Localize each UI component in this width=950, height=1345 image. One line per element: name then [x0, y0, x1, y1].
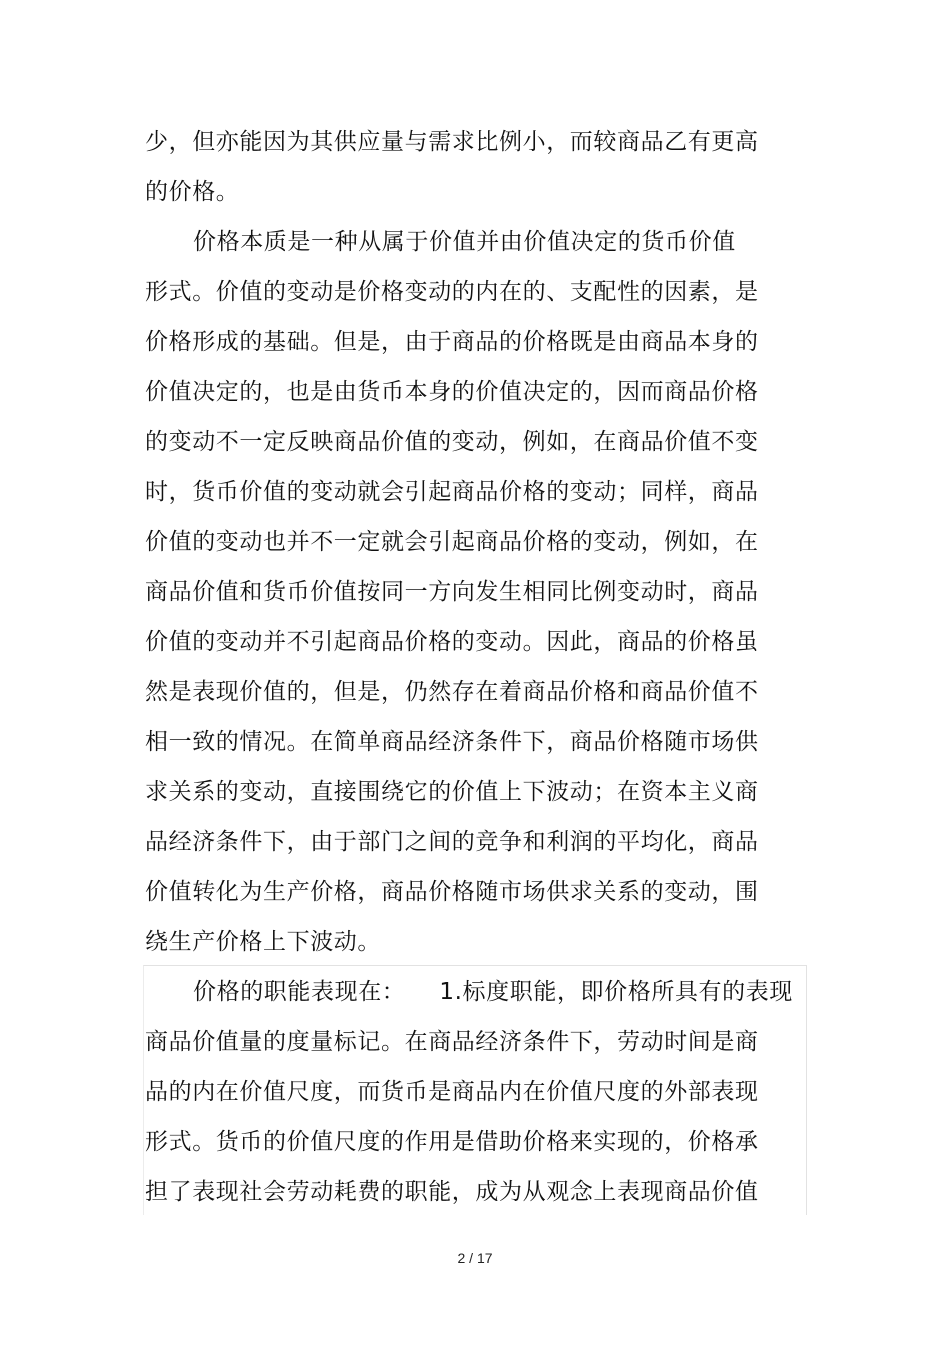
text-line: 价值的变动也并不一定就会引起商品价格的变动，例如，在	[145, 529, 759, 555]
text-line: 相一致的情况。在简单商品经济条件下，商品价格随市场供	[145, 729, 759, 755]
text-line: 形式。货币的价值尺度的作用是借助价格来实现的，价格承	[145, 1129, 759, 1155]
text-line: 求关系的变动，直接围绕它的价值上下波动；在资本主义商	[145, 779, 759, 805]
text-line: 的价格。	[145, 179, 240, 205]
text-line: 品的内在价值尺度，而货币是商品内在价值尺度的外部表现	[145, 1079, 759, 1105]
text-line: 时，货币价值的变动就会引起商品价格的变动；同样，商品	[145, 479, 759, 505]
paragraph-first-line	[193, 977, 793, 1007]
paragraph-first-line: 价格本质是一种从属于价值并由价值决定的货币价值	[193, 229, 736, 255]
page-number: 2 / 17	[457, 1250, 493, 1266]
function-1: 1.标度职能，即价格所具有的表现	[439, 979, 793, 1005]
text-line: 担了表现社会劳动耗费的职能，成为从观念上表现商品价值	[145, 1179, 759, 1205]
text-line: 价值的变动并不引起商品价格的变动。因此，商品的价格虽	[145, 629, 759, 655]
text-line: 价值转化为生产价格，商品价格随市场供求关系的变动，围	[145, 879, 759, 905]
text-line: 然是表现价值的，但是，仍然存在着商品价格和商品价值不	[145, 679, 759, 705]
text-line: 商品价值量的度量标记。在商品经济条件下，劳动时间是商	[145, 1029, 759, 1055]
text-line: 价格形成的基础。但是，由于商品的价格既是由商品本身的	[145, 329, 759, 355]
text-line: 品经济条件下，由于部门之间的竞争和利润的平均化，商品	[145, 829, 759, 855]
text-line: 形式。价值的变动是价格变动的内在的、支配性的因素，是	[145, 279, 759, 305]
text-line: 价值决定的，也是由货币本身的价值决定的，因而商品价格	[145, 379, 759, 405]
text-line: 的变动不一定反映商品价值的变动，例如，在商品价值不变	[145, 429, 759, 455]
text-line: 商品价值和货币价值按同一方向发生相同比例变动时，商品	[145, 579, 759, 605]
text-line: 少，但亦能因为其供应量与需求比例小，而较商品乙有更高	[145, 129, 759, 155]
text-line: 绕生产价格上下波动。	[145, 929, 381, 955]
functions-intro: 价格的职能表现在：	[193, 979, 406, 1005]
